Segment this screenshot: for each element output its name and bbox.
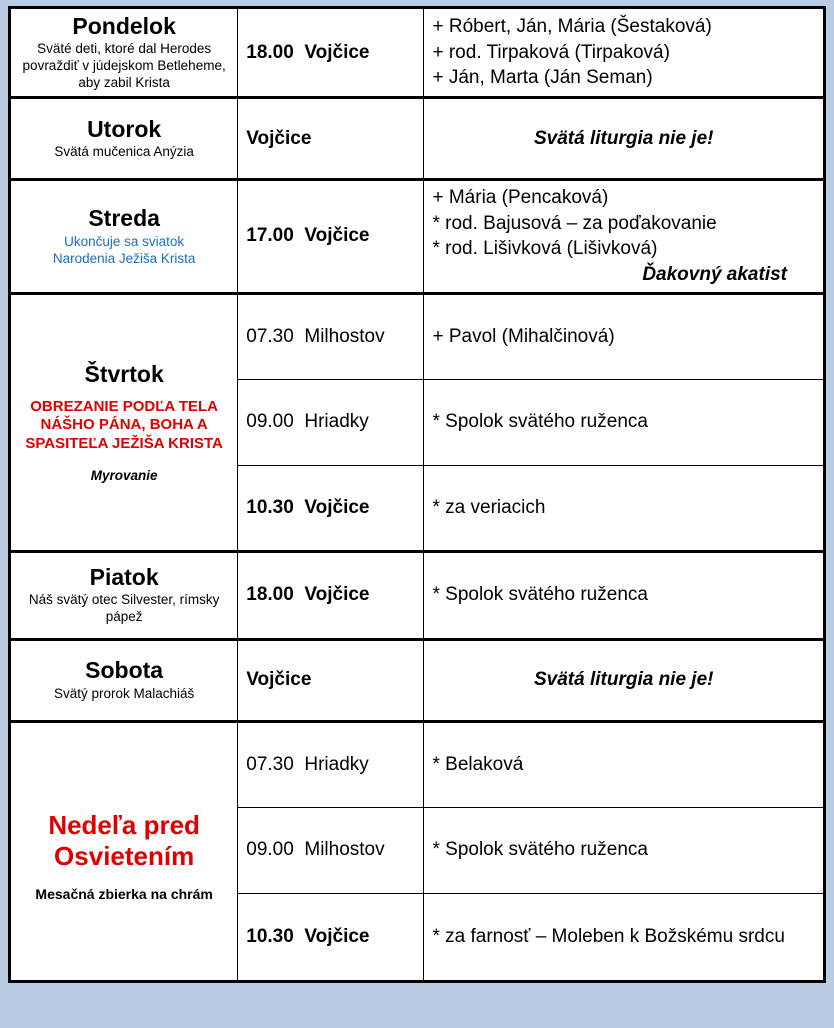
schedule-table bbox=[8, 6, 826, 983]
table-row bbox=[10, 8, 825, 98]
intention-cell bbox=[424, 8, 825, 98]
time-cell bbox=[238, 465, 424, 551]
place-value: Vojčice bbox=[304, 225, 370, 247]
table-row bbox=[10, 721, 825, 807]
place-value: Hriadky bbox=[304, 411, 369, 433]
time-cell bbox=[238, 180, 424, 294]
day-subtitle: Svätá mučenica Anýzia bbox=[54, 144, 194, 160]
day-feast: OBREZANIE PODĽA TELA NÁŠHO PÁNA, BOHA A SPASITEĽA JEŽIŠA KRISTA bbox=[25, 397, 223, 453]
intention-line: + Pavol (Mihalčinová) bbox=[432, 325, 615, 347]
time-cell bbox=[238, 639, 424, 721]
day-subtitle-line-2: Narodenia Ježiša Krista bbox=[52, 250, 196, 266]
time-value: 09.00 bbox=[246, 411, 300, 433]
time-value: 09.00 bbox=[246, 839, 300, 861]
intention-line: + Mária (Pencaková) bbox=[432, 187, 609, 209]
day-cell-pondelok bbox=[10, 8, 238, 98]
place-value: Hriadky bbox=[304, 753, 369, 775]
time-cell bbox=[238, 98, 424, 180]
place-value: Vojčice bbox=[304, 496, 370, 518]
intention-line: + rod. Tirpaková (Tirpaková) bbox=[432, 41, 670, 63]
intention-cell bbox=[424, 893, 825, 981]
time-value: 07.30 bbox=[246, 753, 300, 775]
day-cell-streda bbox=[10, 180, 238, 294]
no-liturgy-note: Svätá liturgia nie je! bbox=[533, 127, 714, 149]
table-row bbox=[10, 293, 825, 379]
place-value: Vojčice bbox=[304, 584, 370, 606]
place-value: Vojčice bbox=[304, 925, 370, 947]
day-title: Piatok bbox=[89, 564, 159, 591]
place-value: Vojčice bbox=[246, 127, 312, 149]
place-value: Vojčice bbox=[246, 669, 312, 691]
time-cell bbox=[238, 551, 424, 639]
place-value: Milhostov bbox=[304, 839, 385, 861]
time-cell bbox=[238, 807, 424, 893]
intention-cell bbox=[424, 465, 825, 551]
intention-line: * rod. Lišivková (Lišivková) bbox=[432, 238, 658, 260]
day-note: Mesačná zbierka na chrám bbox=[35, 886, 213, 903]
akathist-note: Ďakovný akatist bbox=[642, 263, 787, 285]
table-row bbox=[10, 98, 825, 180]
day-subtitle: Svätý prorok Malachiáš bbox=[53, 685, 195, 701]
time-value: 10.30 bbox=[246, 496, 300, 518]
intention-cell bbox=[424, 551, 825, 639]
intention-cell bbox=[424, 98, 825, 180]
day-cell-piatok bbox=[10, 551, 238, 639]
intention-line: * Spolok svätého ruženca bbox=[432, 839, 648, 861]
time-cell bbox=[238, 293, 424, 379]
time-value: 10.30 bbox=[246, 925, 300, 947]
intention-cell bbox=[424, 807, 825, 893]
time-cell bbox=[238, 893, 424, 981]
intention-line: * rod. Bajusová – za poďakovanie bbox=[432, 212, 717, 234]
intention-cell bbox=[424, 639, 825, 721]
intention-cell bbox=[424, 721, 825, 807]
time-value: 07.30 bbox=[246, 325, 300, 347]
no-liturgy-note: Svätá liturgia nie je! bbox=[533, 669, 714, 691]
day-cell-stvrtok bbox=[10, 293, 238, 551]
place-value: Vojčice bbox=[304, 41, 370, 63]
day-title: Utorok bbox=[87, 115, 162, 142]
table-row bbox=[10, 639, 825, 721]
day-cell-nedela bbox=[10, 721, 238, 981]
intention-line: + Ján, Marta (Ján Seman) bbox=[432, 67, 653, 89]
intention-cell bbox=[424, 379, 825, 465]
intention-line: * Belaková bbox=[432, 753, 524, 775]
time-value: 18.00 bbox=[246, 584, 300, 606]
day-feast: Nedeľa pred Osvietením bbox=[48, 809, 200, 872]
day-subtitle: Sväté deti, ktoré dal Herodes povraždiť v júdejskom Betleheme, aby zabil Krista bbox=[22, 41, 226, 91]
day-note: Myrovanie bbox=[90, 467, 158, 483]
time-cell bbox=[238, 721, 424, 807]
day-cell-sobota bbox=[10, 639, 238, 721]
intention-cell bbox=[424, 180, 825, 294]
day-cell-utorok bbox=[10, 98, 238, 180]
day-title: Sobota bbox=[85, 657, 164, 684]
time-cell bbox=[238, 379, 424, 465]
intention-line: * za veriacich bbox=[432, 496, 546, 518]
intention-line: + Róbert, Ján, Mária (Šestaková) bbox=[432, 16, 712, 38]
day-subtitle: Náš svätý otec Silvester, rímsky pápež bbox=[28, 592, 220, 625]
day-title: Pondelok bbox=[72, 13, 176, 39]
place-value: Milhostov bbox=[304, 325, 385, 347]
time-value: 17.00 bbox=[246, 225, 300, 247]
time-value: 18.00 bbox=[246, 41, 300, 63]
table-row bbox=[10, 551, 825, 639]
time-cell bbox=[238, 8, 424, 98]
intention-line: * Spolok svätého ruženca bbox=[432, 584, 648, 606]
day-subtitle-line-1: Ukončuje sa sviatok bbox=[64, 233, 185, 249]
intention-line: * Spolok svätého ruženca bbox=[432, 411, 648, 433]
table-row bbox=[10, 180, 825, 294]
day-title: Štvrtok bbox=[84, 361, 164, 388]
intention-line: * za farnosť – Moleben k Božskému srdcu bbox=[432, 925, 785, 947]
intention-cell bbox=[424, 293, 825, 379]
day-title: Streda bbox=[88, 205, 160, 232]
